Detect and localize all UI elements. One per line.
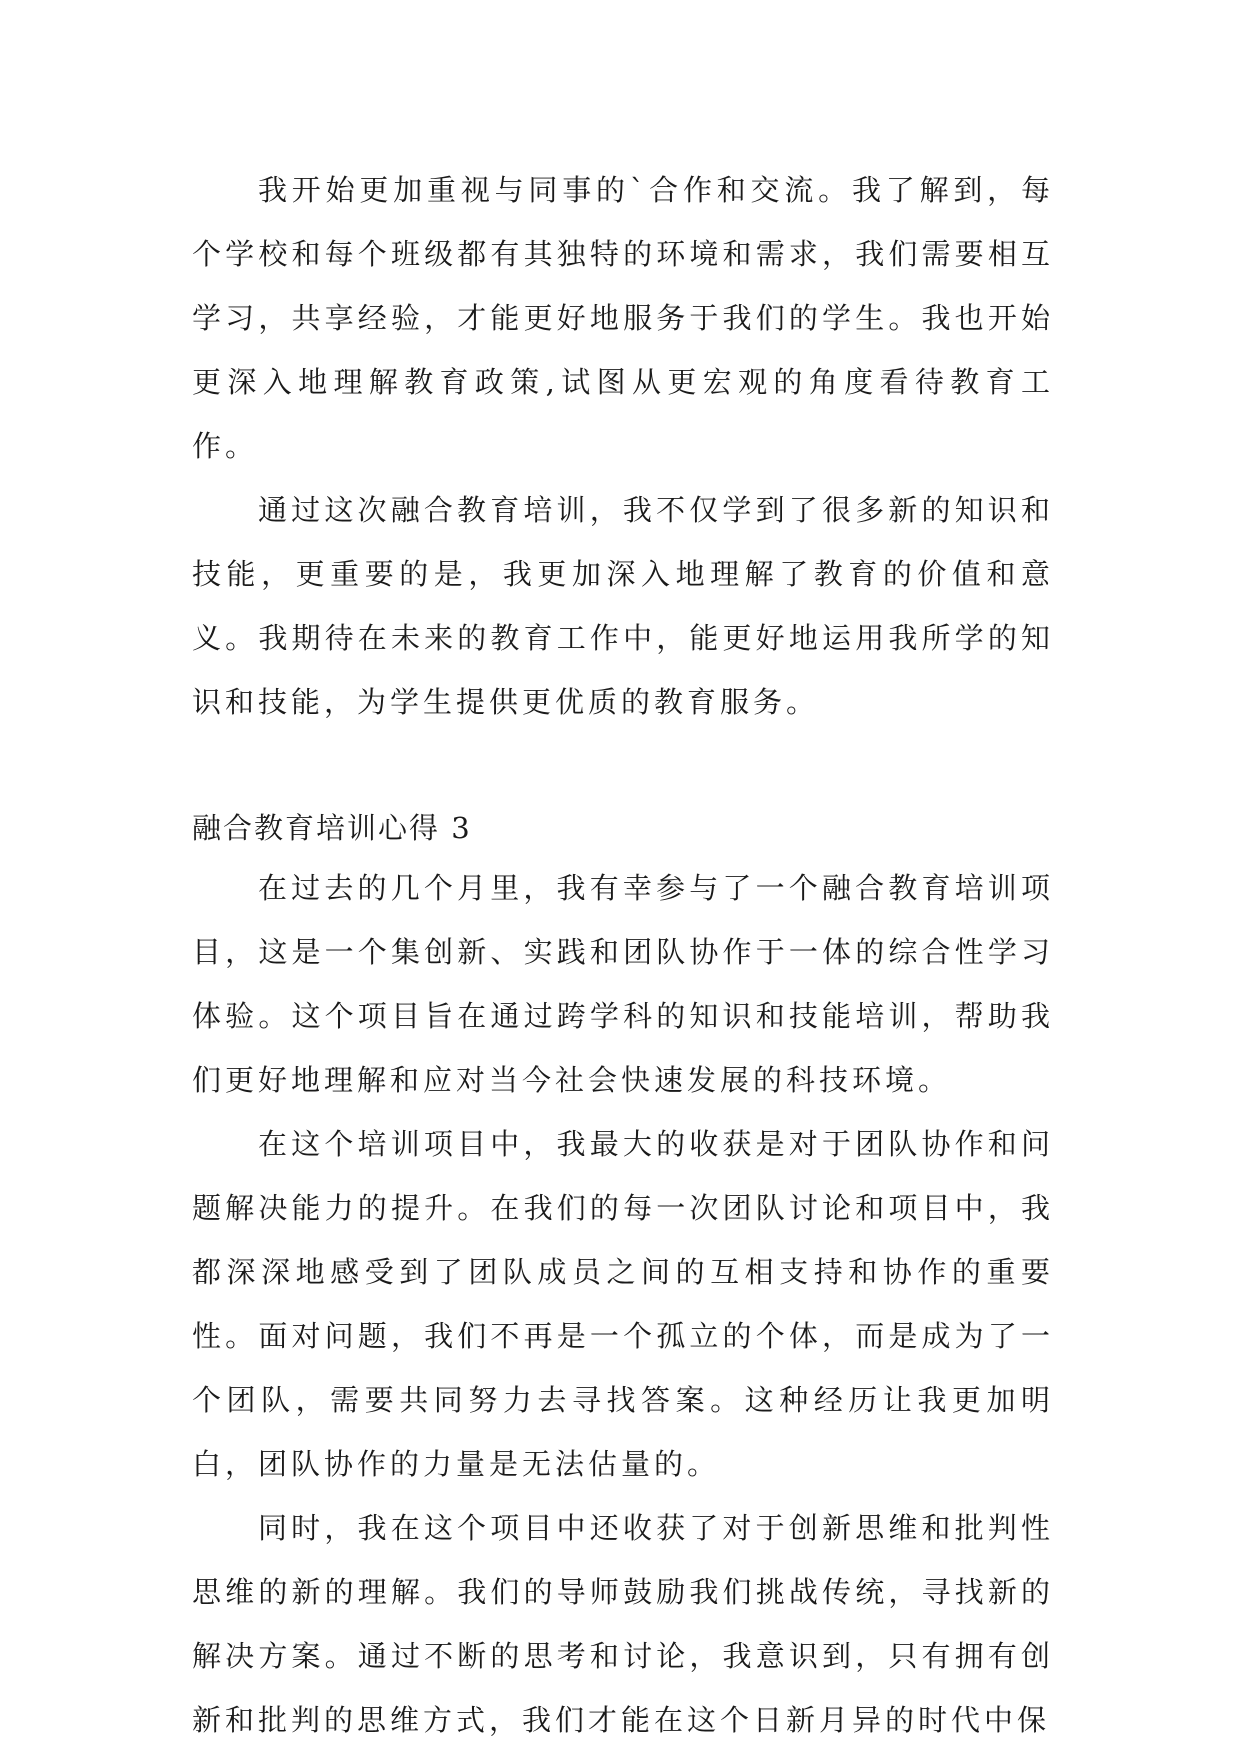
section-title: 融合教育培训心得 3 (192, 811, 472, 845)
document-page (192, 158, 1054, 1752)
paragraph-intro: 在过去的几个月里，我有幸参与了一个融合教育培训项目，这是一个集创新、实践和团队协作于一体的综合性学习体验。这个项目旨在通过跨学科的知识和技能培训，帮助我们更好地理解和应对当今社会快速发展的科技环境。 (192, 871, 1054, 1097)
paragraph-innovation: 同时，我在这个项目中还收获了对于创新思维和批判性思维的新的理解。我们的导师鼓励我们挑战传统，寻找新的解决方案。通过不断的思考和讨论，我意识到，只有拥有创新和批判的思维方式，我们才能在这个日新月异的时代中保 (192, 1511, 1054, 1737)
paragraph-conclusion: 通过这次融合教育培训，我不仅学到了很多新的知识和技能，更重要的是，我更加深入地理解了教育的价值和意义。我期待在未来的教育工作中，能更好地运用我所学的知识和技能，为学生提供更优质的教育服务。 (192, 493, 1054, 719)
paragraph-collaboration: 我开始更加重视与同事的`合作和交流。我了解到，每个学校和每个班级都有其独特的环境和需求，我们需要相互学习，共享经验，才能更好地服务于我们的学生。我也开始更深入地理解教育政策,试图从更宏观的角度看待教育工作。 (192, 173, 1054, 463)
paragraph-teamwork: 在这个培训项目中，我最大的收获是对于团队协作和问题解决能力的提升。在我们的每一次团队讨论和项目中，我都深深地感受到了团队成员之间的互相支持和协作的重要性。面对问题，我们不再是一个孤立的个体，而是成为了一个团队，需要共同努力去寻找答案。这种经历让我更加明白，团队协作的力量是无法估量的。 (192, 1127, 1054, 1481)
